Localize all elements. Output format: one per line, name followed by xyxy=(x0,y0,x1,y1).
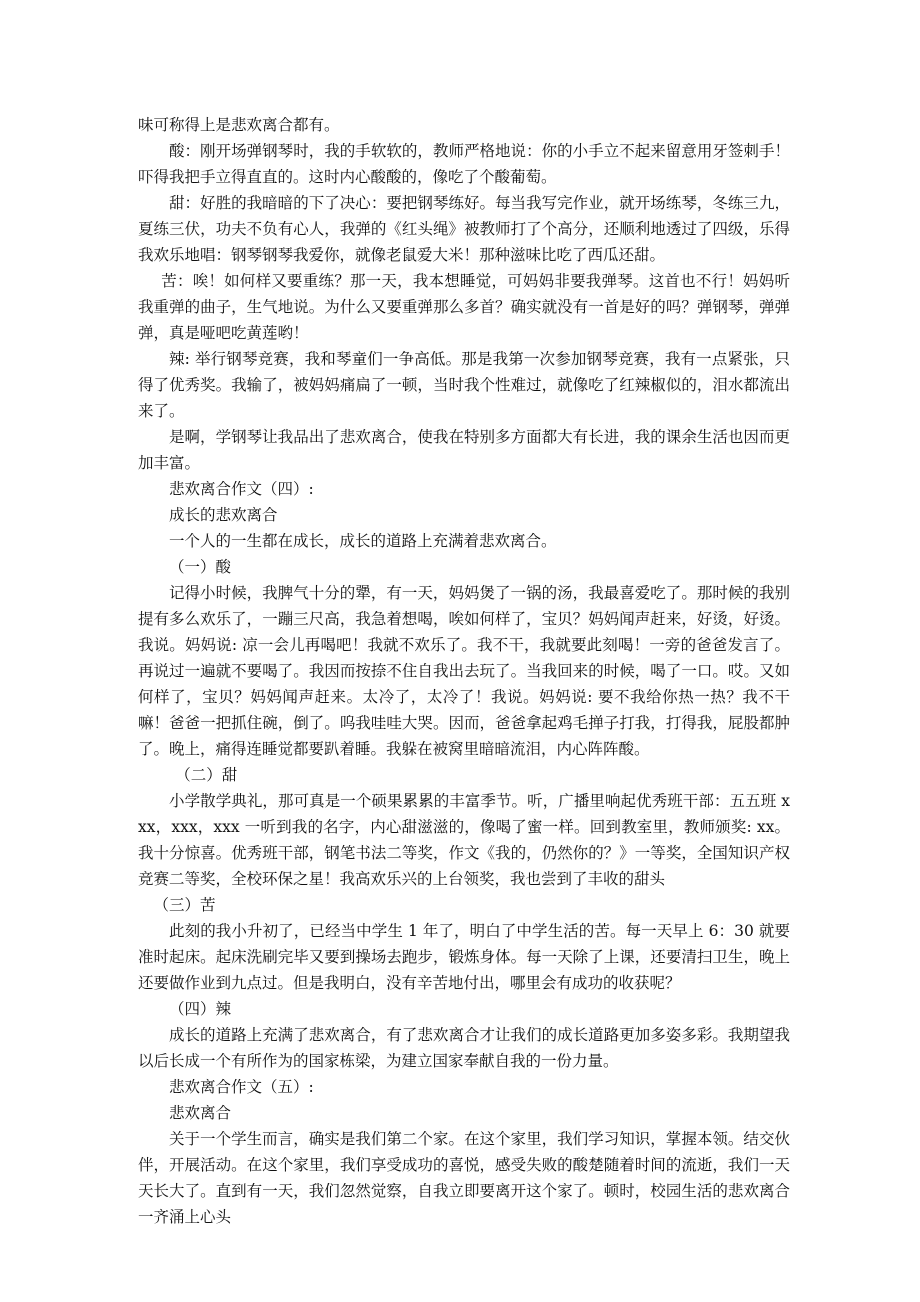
paragraph: 成长的道路上充满了悲欢离合，有了悲欢离合才让我们的成长道路更加多姿多彩。我期望我以后长成一个有所作为的国家栋梁，为建立国家奉献自我的一份力量。 xyxy=(138,1026,790,1070)
paragraph: 是啊，学钢琴让我品出了悲欢离合，使我在特别多方面都大有长进，我的课余生活也因而更加丰富。 xyxy=(138,428,790,472)
paragraph: 味可称得上是悲欢离合都有。 xyxy=(138,116,340,134)
paragraph: 悲欢离合 xyxy=(169,1104,232,1122)
paragraph: 甜：好胜的我暗暗的下了决心：要把钢琴练好。每当我写完作业，就开场练琴，冬练三九，夏练三伏，功夫不负有心人，我弹的《红头绳》被教师打了个高分，还顺利地透过了四级，乐得我欢乐地唱：钢琴钢琴我爱你，就像老鼠爱大米！那种滋味比吃了西瓜还甜。 xyxy=(138,194,790,264)
paragraph: 一个人的一生都在成长，成长的道路上充满着悲欢离合。 xyxy=(169,532,557,550)
paragraph: 小学散学典礼，那可真是一个硕果累累的丰富季节。听，广播里响起优秀班干部：五五班 xxx，xxx，xxx 一听到我的名字，内心甜滋滋的，像喝了蜜一样。回到教室里，教师颁奖: xx。我十分惊喜。优秀班干部，钢笔书法二等奖，作文《我的，仍然你的？》一等奖，全国知识产权竞赛二等奖，全校环保之星！我高欢乐兴的上台领奖，我也尝到了丰收的甜头 xyxy=(138,792,790,888)
paragraph: 悲欢离合作文（四）: xyxy=(169,480,314,498)
paragraph: 苦：唉！如何样又要重练？那一天，我本想睡觉，可妈妈非要我弹琴。这首也不行！妈妈听我重弹的曲子，生气地说。为什么又要重弹那么多首？确实就没有一首是好的吗？弹钢琴，弹弹弹，真是哑吧吃黄莲哟！ xyxy=(138,272,790,342)
paragraph: 此刻的我小升初了，已经当中学生 1 年了，明白了中学生活的苦。每一天早上 6：30 就要准时起床。起床洗刷完毕又要到操场去跑步，锻炼身体。每一天除了上课，还要清扫卫生，晚上还要做作业到九点过。但是我明白，没有辛苦地付出，哪里会有成功的收获呢？ xyxy=(138,922,790,992)
paragraph: 关于一个学生而言，确实是我们第二个家。在这个家里，我们学习知识，掌握本领。结交伙伴，开展活动。在这个家里，我们享受成功的喜悦，感受失败的酸楚随着时间的流逝，我们一天天长大了。直到有一天，我们忽然觉察，自我立即要离开这个家了。顿时，校园生活的悲欢离合一齐涌上心头 xyxy=(138,1130,790,1226)
paragraph: 辣: 举行钢琴竞赛，我和琴童们一争高低。那是我第一次参加钢琴竞赛，我有一点紧张，只得了优秀奖。我输了，被妈妈痛扁了一顿，当时我个性难过，就像吃了红辣椒似的，泪水都流出来了。 xyxy=(138,350,790,420)
paragraph: （一）酸 xyxy=(169,558,232,576)
paragraph: （二）甜 xyxy=(175,766,238,784)
document-body xyxy=(138,112,790,1230)
paragraph: （四）辣 xyxy=(169,1000,232,1018)
paragraph: 悲欢离合作文（五）: xyxy=(169,1078,314,1096)
paragraph: （三）苦 xyxy=(153,896,216,914)
paragraph: 成长的悲欢离合 xyxy=(169,506,278,524)
paragraph: 记得小时候，我脾气十分的犟，有一天，妈妈煲了一锅的汤，我最喜爱吃了。那时候的我别提有多么欢乐了，一蹦三尺高，我急着想喝，唉如何样了，宝贝？妈妈闻声赶来，好烫，好烫。我说。妈妈说: 凉一会儿再喝吧！我就不欢乐了。我不干，我就要此刻喝！一旁的爸爸发言了。再说过一遍就不要喝了。我因而按捺不住自我出去玩了。当我回来的时候，喝了一口。哎。又如何样了，宝贝？妈妈闻声赶来。太冷了，太冷了！我说。妈妈说: 要不我给你热一热？我不干嘛！爸爸一把抓住碗，倒了。呜我哇哇大哭。因而，爸爸拿起鸡毛掸子打我，打得我，屁股都肿了。晚上，痛得连睡觉都要趴着睡。我躲在被窝里暗暗流泪，内心阵阵酸。 xyxy=(138,584,790,758)
paragraph: 酸：刚开场弹钢琴时，我的手软软的，教师严格地说：你的小手立不起来留意用牙签刺手！吓得我把手立得直直的。这时内心酸酸的，像吃了个酸葡萄。 xyxy=(138,142,790,186)
